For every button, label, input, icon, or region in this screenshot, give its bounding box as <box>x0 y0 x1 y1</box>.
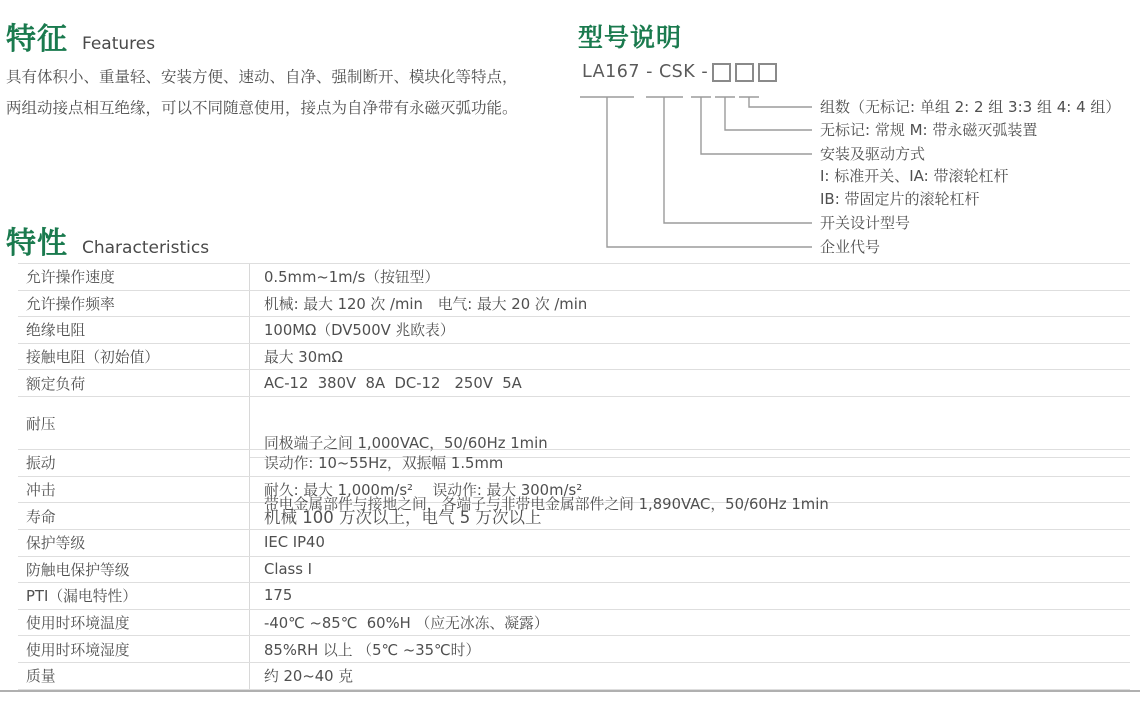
table-row-pti <box>18 583 1130 610</box>
row-value-line-1: 同极端子之间 1,000VAC，50/60Hz 1min <box>250 431 1130 458</box>
row-value: 0.5mm~1m/s（按钮型） <box>249 264 1130 290</box>
model-label-groups: 组数（无标记: 单组 2: 2 组 3:3 组 4: 4 组） <box>820 98 1121 116</box>
row-label: 绝缘电阻 <box>26 322 86 340</box>
row-label: 寿命 <box>26 508 56 526</box>
characteristics-title-zh: 特性 <box>6 226 68 261</box>
row-value-line-2: 带电金属部件与接地之间，各端子与非带电金属部件之间 1,890VAC，50/60Hz 1min <box>264 495 829 513</box>
model-label-switch-types: I: 标准开关、IA: 带滚轮杠杆 <box>820 167 1009 185</box>
features-line-2: 两组动接点相互绝缘，可以不同随意使用，接点为自净带有永磁灭弧功能。 <box>6 99 518 117</box>
table-row-shock-protection-class <box>18 557 1130 584</box>
features-heading <box>6 14 155 58</box>
features-paragraph <box>6 62 551 124</box>
model-section <box>570 0 1140 262</box>
model-label-mounting: 安装及驱动方式 <box>820 145 926 163</box>
table-row-contact-resistance <box>18 344 1130 371</box>
table-row-weight <box>18 663 1130 690</box>
row-label: 允许操作速度 <box>26 269 115 287</box>
row-label: PTI（漏电特性） <box>26 588 138 606</box>
row-label: 冲击 <box>26 482 56 500</box>
row-label: 使用时环境温度 <box>26 615 130 633</box>
model-label-design-type: 开关设计型号 <box>820 214 911 232</box>
row-label: 允许操作频率 <box>26 295 115 313</box>
table-row-shock <box>18 477 1130 504</box>
table-row-operating-frequency <box>18 291 1130 318</box>
row-label: 使用时环境湿度 <box>26 641 130 659</box>
row-value: 耐久: 最大 1,000m/s² 误动作: 最大 300m/s² <box>249 477 1130 503</box>
features-line-1: 具有体积小、重量轻、安装方便、速动、自净、强制断开、模块化等特点， <box>6 68 518 86</box>
characteristics-heading <box>6 218 209 262</box>
table-row-rated-load <box>18 370 1130 397</box>
table-row-lifespan <box>18 503 1130 530</box>
model-code: LA167 - CSK - <box>582 62 709 82</box>
row-value: 100MΩ（DV500V 兆欧表） <box>249 317 1130 343</box>
row-label: 振动 <box>26 455 56 473</box>
table-row-operating-speed <box>18 264 1130 291</box>
row-label: 质量 <box>26 668 56 686</box>
table-row-protection-rating <box>18 530 1130 557</box>
row-label: 防触电保护等级 <box>26 561 130 579</box>
features-title-zh: 特征 <box>6 22 68 57</box>
table-row-vibration <box>18 450 1130 477</box>
model-title: 型号说明 <box>578 23 683 52</box>
model-label-arc-device: 无标记: 常规 M: 带永磁灭弧装置 <box>820 121 1038 139</box>
model-label-company-code: 企业代号 <box>820 238 881 256</box>
row-label: 耐压 <box>26 415 56 433</box>
characteristics-title-en: Characteristics <box>82 238 210 258</box>
row-value: 机械: 最大 120 次 /min 电气: 最大 20 次 /min <box>249 291 1130 317</box>
features-title-en: Features <box>82 34 156 54</box>
row-value: Class I <box>249 557 1130 583</box>
table-row-ambient-humidity <box>18 636 1130 663</box>
row-value: 误动作: 10~55Hz，双振幅 1.5mm <box>249 450 1130 476</box>
row-value: 约 20~40 克 <box>249 663 1130 689</box>
row-value: AC-12 380V 8A DC-12 250V 5A <box>249 370 1130 396</box>
row-label: 接触电阻（初始值） <box>26 349 160 367</box>
row-label: 额定负荷 <box>26 375 86 393</box>
row-label: 保护等级 <box>26 535 86 553</box>
model-label-roller-lever: IB: 带固定片的滚轮杠杆 <box>820 190 980 208</box>
page-footer-divider <box>0 690 1140 692</box>
row-value: 85%RH 以上 （5℃ ~35℃时） <box>249 636 1130 662</box>
row-value: 机械 100 万次以上，电气 5 万次以上 <box>249 503 1130 529</box>
table-row-ambient-temperature <box>18 610 1130 637</box>
row-value: -40℃ ~85℃ 60%H （应无冰冻、凝露） <box>249 610 1130 636</box>
row-value: IEC IP40 <box>249 530 1130 556</box>
table-row-insulation-resistance <box>18 317 1130 344</box>
row-value: 175 <box>249 583 1130 609</box>
characteristics-table <box>18 263 1130 690</box>
row-value: 最大 30mΩ <box>249 344 1130 370</box>
